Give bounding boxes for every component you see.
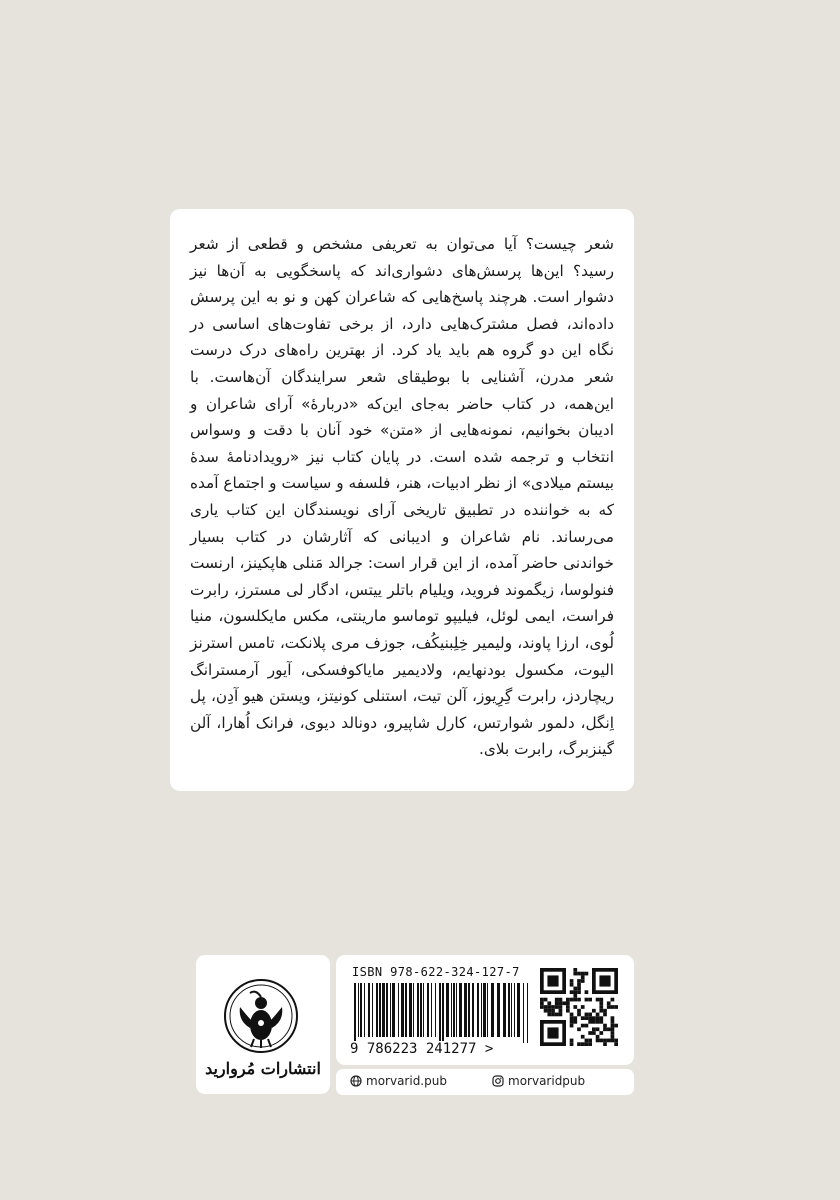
qr-module — [585, 1016, 589, 1020]
barcode-bar — [382, 983, 385, 1037]
qr-module — [577, 990, 581, 994]
barcode-bar — [427, 983, 429, 1037]
qr-module — [555, 1001, 559, 1005]
blurb-line: سیاست و اجتماع آمده که به خواننده در تطبیق تاریخی آرای — [190, 474, 614, 519]
qr-module — [599, 1009, 603, 1013]
barcode — [352, 983, 532, 1043]
qr-module — [588, 1016, 592, 1020]
barcode-bar — [456, 983, 457, 1037]
qr-module — [544, 1009, 548, 1013]
globe-icon — [350, 1075, 362, 1087]
qr-finder — [547, 1027, 558, 1038]
qr-module — [585, 990, 589, 994]
qr-module — [581, 1024, 585, 1028]
qr-module — [611, 1027, 615, 1031]
qr-module — [611, 1031, 615, 1035]
barcode-bar — [481, 983, 482, 1037]
publisher-name: انتشارات مُروارید — [205, 1059, 321, 1078]
qr-module — [599, 1005, 603, 1009]
qr-module — [555, 1005, 559, 1009]
barcode-bar — [514, 983, 515, 1037]
barcode-bar — [477, 983, 479, 1037]
qr-module — [607, 1027, 611, 1031]
barcode-bar — [491, 983, 494, 1037]
barcode-bar — [523, 983, 524, 1043]
qr-module — [581, 975, 585, 979]
qr-module — [603, 1039, 607, 1043]
qr-module — [566, 1001, 570, 1005]
qr-module — [596, 998, 600, 1002]
qr-module — [551, 1005, 555, 1009]
qr-module — [570, 1024, 574, 1028]
barcode-bar — [372, 983, 373, 1037]
barcode-bar — [464, 983, 467, 1037]
qr-module — [577, 1013, 581, 1017]
qr-module — [596, 1035, 600, 1039]
contact-bar — [336, 1069, 634, 1095]
barcode-bar — [386, 983, 388, 1037]
barcode-bar — [446, 983, 449, 1037]
qr-module — [588, 1013, 592, 1017]
blurb-line: هم باید یاد کرد. از بهترین راه‌های درک درست شعر مدرن، آشنایی با — [190, 341, 614, 386]
barcode-bar — [360, 983, 362, 1037]
qr-module — [573, 987, 577, 991]
qr-module — [611, 1035, 615, 1039]
blurb-line: مایاکوفسکی، آیور آرمسترانگ ریچاردز، رابرت گِرِیوز، آلن تیت، — [190, 660, 614, 706]
qr-module — [588, 998, 592, 1002]
barcode-bar — [508, 983, 510, 1037]
barcode-bar — [487, 983, 488, 1037]
qr-module — [577, 987, 581, 991]
barcode-bar — [453, 983, 455, 1037]
blurb-line: ییتس، ادگار لی مسترز، رابرت فراست، ایمی لوئل، فیلیپو توماسو — [190, 580, 615, 626]
barcode-bar — [390, 983, 391, 1037]
qr-module — [566, 1005, 570, 1009]
qr-module — [599, 998, 603, 1002]
qr-module — [570, 1013, 574, 1017]
qr-module — [573, 1016, 577, 1020]
qr-module — [555, 998, 559, 1002]
barcode-bar — [439, 983, 441, 1043]
barcode-bar — [483, 983, 486, 1037]
isbn-text: ISBN 978-622-324-127-7 — [352, 965, 520, 979]
barcode-bar — [420, 983, 422, 1037]
qr-module — [588, 1039, 592, 1043]
qr-module — [592, 1009, 596, 1013]
blurb-line: این‌که «دربارهٔ» آرای شاعران و ادیبان بخوانیم، نمونه‌هایی از «متن» — [190, 394, 614, 440]
qr-module — [551, 1009, 555, 1013]
barcode-bar — [392, 983, 395, 1037]
qr-module — [577, 998, 581, 1002]
barcode-bar — [451, 983, 452, 1037]
qr-module — [585, 1039, 589, 1043]
qr-module — [581, 979, 585, 983]
qr-module — [614, 1005, 618, 1009]
qr-module — [544, 1005, 548, 1009]
qr-module — [559, 1005, 563, 1009]
barcode-bar — [364, 983, 365, 1037]
qr-module — [573, 968, 577, 972]
barcode-bar — [511, 983, 512, 1037]
qr-module — [611, 1039, 615, 1043]
qr-module — [577, 983, 581, 987]
qr-module — [585, 998, 589, 1002]
blurb-line: در کتاب بسیار خواندنی حاضر آمده، از این قرار است: — [190, 527, 614, 573]
qr-module — [562, 1001, 566, 1005]
qr-module — [596, 1027, 600, 1031]
qr-module — [581, 1042, 585, 1046]
qr-module — [559, 1009, 563, 1013]
barcode-bar — [417, 983, 419, 1037]
qr-module — [585, 972, 589, 976]
qr-module — [603, 1024, 607, 1028]
blurb-line: استنلی کونیتز، ویستن هیو آدِن، پل اِنگل، دلمور شوارتس، کارل — [190, 687, 614, 732]
qr-module — [573, 1020, 577, 1024]
qr-module — [592, 1031, 596, 1035]
qr-module — [603, 1027, 607, 1031]
qr-module — [599, 1016, 603, 1020]
barcode-bar — [409, 983, 412, 1037]
qr-module — [577, 1042, 581, 1046]
qr-module — [559, 998, 563, 1002]
barcode-bar — [368, 983, 370, 1037]
qr-module — [596, 1013, 600, 1017]
qr-module — [588, 1020, 592, 1024]
qr-module — [585, 1042, 589, 1046]
barcode-bar — [431, 983, 432, 1037]
qr-module — [611, 998, 615, 1002]
qr-module — [585, 1013, 589, 1017]
qr-module — [570, 1042, 574, 1046]
barcode-bar — [472, 983, 474, 1037]
qr-module — [566, 1009, 570, 1013]
qr-module — [611, 1005, 615, 1009]
qr-module — [607, 1005, 611, 1009]
barcode-bar — [405, 983, 407, 1037]
qr-module — [570, 1016, 574, 1020]
blurb-box — [170, 209, 634, 791]
blurb-line: این‌ها پرسش‌های دشواری‌اند که پاسخگویی به آن‌ها نیز دشوار است. — [190, 261, 614, 307]
barcode-bar — [435, 983, 436, 1037]
qr-module — [577, 1027, 581, 1031]
qr-module — [599, 1031, 603, 1035]
qr-module — [611, 1016, 615, 1020]
qr-module — [551, 1013, 555, 1017]
website-contact[interactable] — [350, 1074, 447, 1088]
qr-module — [592, 1020, 596, 1024]
qr-module — [559, 1001, 563, 1005]
blurb-text — [190, 231, 614, 763]
barcode-card — [336, 955, 634, 1065]
qr-module — [577, 1009, 581, 1013]
blurb-line: هرچند پاسخ‌هایی که شاعران کهن و نو به این پرسش داده‌اند، فصل — [190, 288, 615, 333]
qr-module — [581, 972, 585, 976]
qr-module — [573, 1005, 577, 1009]
blurb-line: خود آنان با دقت و وسواس انتخاب و ترجمه شده است. در پایان کتاب — [190, 421, 614, 466]
blurb-line: مارینتی، مکس مایکلسون، منیا لُوی، ارزا پاوند، ولیمیر خِلِبنیکُف، — [190, 607, 614, 652]
barcode-bar — [517, 983, 520, 1037]
qr-module — [573, 998, 577, 1002]
barcode-digits: 9 786223 241277 > — [350, 1041, 494, 1057]
qr-module — [540, 1001, 544, 1005]
barcode-bar — [497, 983, 500, 1037]
barcode-bar — [413, 983, 414, 1037]
qr-module — [577, 979, 581, 983]
qr-module — [596, 1016, 600, 1020]
barcode-bar — [423, 983, 424, 1037]
qr-module — [573, 994, 577, 998]
qr-module — [614, 1039, 618, 1043]
qr-module — [614, 1042, 618, 1046]
qr-module — [603, 1013, 607, 1017]
qr-module — [570, 983, 574, 987]
qr-module — [544, 998, 548, 1002]
qr-module — [547, 1013, 551, 1017]
blurb-line: جوزف مری پلانکت، تامس استرنز الیوت، مکسول بودنهایم، ولادیمیر — [190, 633, 614, 679]
instagram-icon — [492, 1075, 504, 1087]
qr-module — [588, 1031, 592, 1035]
qr-module — [581, 1016, 585, 1020]
qr-module — [566, 998, 570, 1002]
barcode-bar — [379, 983, 381, 1037]
qr-module — [603, 1009, 607, 1013]
blurb-line: نیز «رویدادنامهٔ سدهٔ بیستم میلادی» از نظر ادبیات، هنر، فلسفه و — [190, 447, 614, 493]
qr-module — [599, 1020, 603, 1024]
barcode-bar — [354, 983, 356, 1043]
qr-module — [573, 972, 577, 976]
qr-module — [540, 1005, 544, 1009]
blurb-line: نویسندگان این کتاب یاری می‌رساند. نام شاعران و ادیبانی که آثارشان — [190, 500, 614, 546]
barcode-bar — [358, 983, 359, 1037]
qr-module — [611, 1020, 615, 1024]
qr-module — [614, 1024, 618, 1028]
qr-module — [570, 998, 574, 1002]
qr-module — [611, 1024, 615, 1028]
instagram-contact[interactable] — [492, 1074, 585, 1088]
qr-finder — [547, 975, 558, 986]
instagram-text: morvaridpub — [508, 1074, 586, 1088]
qr-module — [607, 1001, 611, 1005]
qr-module — [599, 1001, 603, 1005]
qr-module — [547, 1001, 551, 1005]
barcode-bar — [401, 983, 404, 1037]
barcode-bar — [468, 983, 470, 1037]
qr-module — [573, 990, 577, 994]
qr-module — [596, 1039, 600, 1043]
qr-module — [592, 1027, 596, 1031]
barcode-bar — [442, 983, 444, 1043]
qr-module — [547, 1005, 551, 1009]
qr-module — [585, 1024, 589, 1028]
qr-module — [588, 1042, 592, 1046]
barcode-bar — [376, 983, 378, 1037]
qr-module — [547, 1009, 551, 1013]
blurb-line: شعر چیست؟ آیا می‌توان به تعریفی مشخص و قطعی از شعر رسید؟ — [190, 235, 614, 280]
qr-module — [581, 1005, 585, 1009]
peacock-emblem-icon — [218, 973, 304, 1059]
qr-module — [599, 1039, 603, 1043]
qr-module — [570, 1020, 574, 1024]
qr-module — [581, 1035, 585, 1039]
qr-module — [570, 1039, 574, 1043]
publisher-logo-card — [196, 955, 330, 1094]
blurb-line: شاپیرو، دونالد دیوی، فرانک اُهارا، آلن گینزبرگ، رابرت بلای. — [190, 713, 614, 759]
website-text: morvarid.pub — [366, 1074, 447, 1088]
qr-module — [570, 979, 574, 983]
blurb-line: جرالد مَنلی هاپکینز، ارنست فنولوسا، زیگموند فروید، ویلیام باتلر — [190, 554, 615, 599]
qr-finder — [599, 975, 610, 986]
barcode-bar — [398, 983, 399, 1037]
qr-module — [592, 1016, 596, 1020]
qr-module — [559, 1013, 563, 1017]
qr-module — [570, 990, 574, 994]
qr-module — [603, 1042, 607, 1046]
qr-module — [607, 1039, 611, 1043]
qr-module — [596, 1020, 600, 1024]
qr-code-icon — [540, 968, 618, 1046]
blurb-line: بوطیقای شعر سرایندگان آن‌هاست. با این‌همه، در کتاب حاضر به‌جای — [190, 367, 614, 413]
barcode-bar — [503, 983, 506, 1037]
blurb-line: مشترک‌هایی دارد، از برخی تفاوت‌های اساسی در نگاه این دو گروه — [190, 314, 614, 360]
barcode-bar — [527, 983, 528, 1043]
qr-module — [577, 972, 581, 976]
qr-module — [540, 998, 544, 1002]
qr-module — [555, 1013, 559, 1017]
barcode-bar — [459, 983, 462, 1037]
